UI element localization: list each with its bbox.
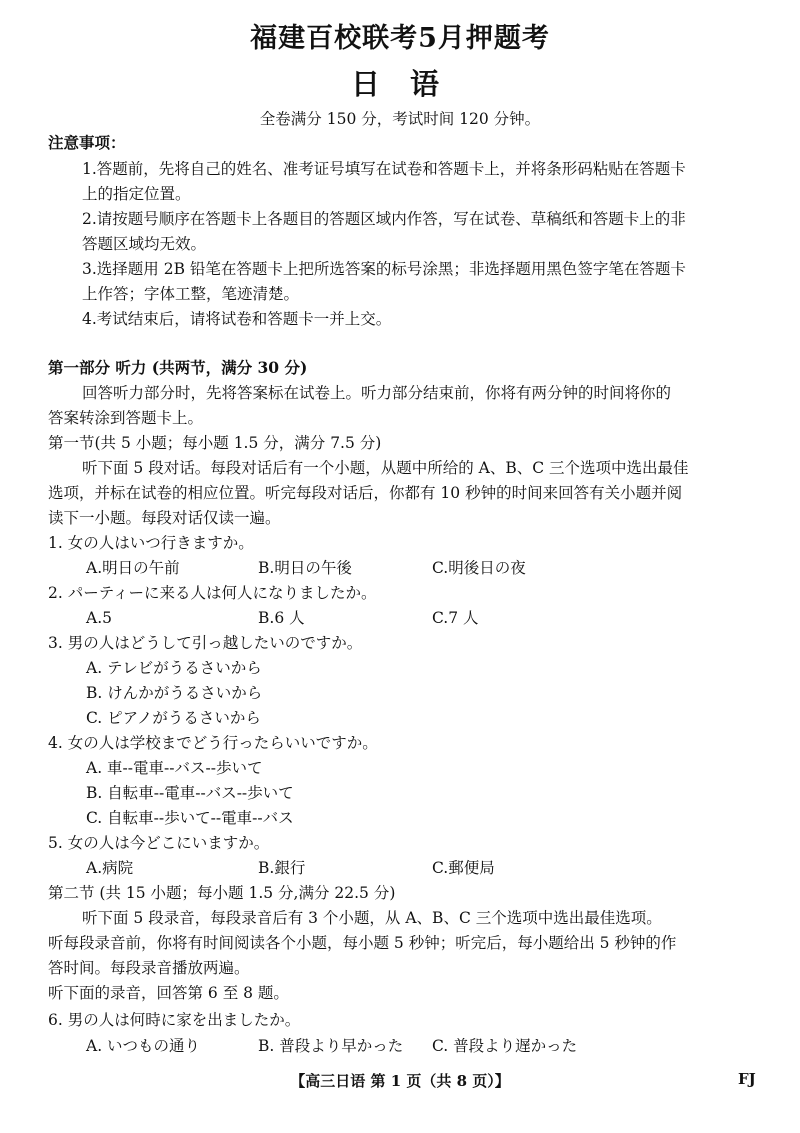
q2-option-a: A.5 — [86, 609, 112, 627]
q4-option-c: C. 自転車--歩いて--電車--バス — [86, 809, 294, 827]
q1-option-b: B.明日の午後 — [258, 559, 352, 577]
notice-line: 1.答题前，先将自己的姓名、准考证号填写在试卷和答题卡上，并将条形码粘贴在答题卡 — [82, 160, 686, 178]
section1-intro-line: 读下一小题。每段对话仅读一遍。 — [48, 509, 281, 527]
notice-line: 上的指定位置。 — [82, 185, 191, 203]
question-1: 1. 女の人はいつ行きますか。 — [48, 534, 254, 552]
notice-heading: 注意事项： — [48, 133, 126, 152]
question-3: 3. 男の人はどうして引っ越したいのですか。 — [48, 634, 363, 652]
notice-line: 上作答；字体工整，笔迹清楚。 — [82, 285, 300, 303]
question-4: 4. 女の人は学校までどう行ったらいいですか。 — [48, 734, 378, 752]
q1-option-a: A.明日の午前 — [86, 559, 180, 577]
section2-heading: 第二节 (共 15 小题；每小题 1.5 分,满分 22.5 分) — [48, 884, 396, 902]
section1-intro-line: 选项，并标在试卷的相应位置。听完每段对话后，你都有 10 秒钟的时间来回答有关小题并阅 — [48, 484, 683, 502]
section2-intro-line: 答时间。每段录音播放两遍。 — [48, 959, 250, 977]
q4-option-a: A. 車--電車--バス--歩いて — [86, 759, 263, 777]
notice-line: 4.考试结束后，请将试卷和答题卡一并上交。 — [82, 310, 392, 328]
question-2: 2. パーティーに来る人は何人になりましたか。 — [48, 584, 377, 602]
region-code: FJ — [738, 1070, 756, 1088]
q6-option-a: A. いつもの通り — [86, 1037, 201, 1055]
question-5: 5. 女の人は今どこにいますか。 — [48, 834, 270, 852]
exam-title: 福建百校联考5月押题考 — [250, 23, 550, 54]
q2-option-c: C.7 人 — [432, 609, 479, 627]
page-footer: 【高三日语 第 1 页（共 8 页）】 — [290, 1072, 510, 1090]
subject-title: 日 语 — [350, 67, 450, 101]
q6-option-c: C. 普段より遅かった — [432, 1037, 578, 1055]
q4-option-b: B. 自転車--電車--バス--歩いて — [86, 784, 294, 802]
question-6: 6. 男の人は何時に家を出ましたか。 — [48, 1011, 301, 1029]
section2-intro-line: 听下面 5 段录音，每段录音后有 3 个小题，从 A、B、C 三个选项中选出最佳选项。 — [82, 909, 662, 927]
section1-intro-line: 听下面 5 段对话。每段对话后有一个小题，从题中所给的 A、B、C 三个选项中选出最佳 — [82, 459, 689, 477]
q3-option-a: A. テレビがうるさいから — [86, 659, 262, 677]
q5-option-b: B.銀行 — [258, 859, 306, 877]
q3-option-b: B. けんかがうるさいから — [86, 684, 263, 702]
q3-option-c: C. ピアノがうるさいから — [86, 709, 261, 727]
notice-line: 答题区域均无效。 — [82, 235, 207, 253]
part1-intro-line: 回答听力部分时，先将答案标在试卷上。听力部分结束前，你将有两分钟的时间将你的 — [82, 384, 672, 402]
part1-heading: 第一部分 听力 (共两节，满分 30 分) — [48, 358, 308, 377]
q1-option-c: C.明後日の夜 — [432, 559, 526, 577]
part1-intro-line: 答案转涂到答题卡上。 — [48, 409, 204, 427]
section1-heading: 第一节(共 5 小题；每小题 1.5 分，满分 7.5 分) — [48, 434, 382, 452]
q5-option-a: A.病院 — [86, 859, 134, 877]
section2-instruction: 听下面的录音，回答第 6 至 8 题。 — [48, 984, 289, 1002]
notice-line: 3.选择题用 2B 铅笔在答题卡上把所选答案的标号涂黑；非选择题用黑色签字笔在答题卡 — [82, 260, 686, 278]
q6-option-b: B. 普段より早かった — [258, 1037, 404, 1055]
q5-option-c: C.郵便局 — [432, 859, 495, 877]
section2-intro-line: 听每段录音前，你将有时间阅读各个小题，每小题 5 秒钟；听完后，每小题给出 5 秒钟的作 — [48, 934, 677, 952]
notice-line: 2.请按题号顺序在答题卡上各题目的答题区域内作答，写在试卷、草稿纸和答题卡上的非 — [82, 210, 686, 228]
q2-option-b: B.6 人 — [258, 609, 305, 627]
exam-subtitle: 全卷满分 150 分，考试时间 120 分钟。 — [259, 110, 541, 128]
